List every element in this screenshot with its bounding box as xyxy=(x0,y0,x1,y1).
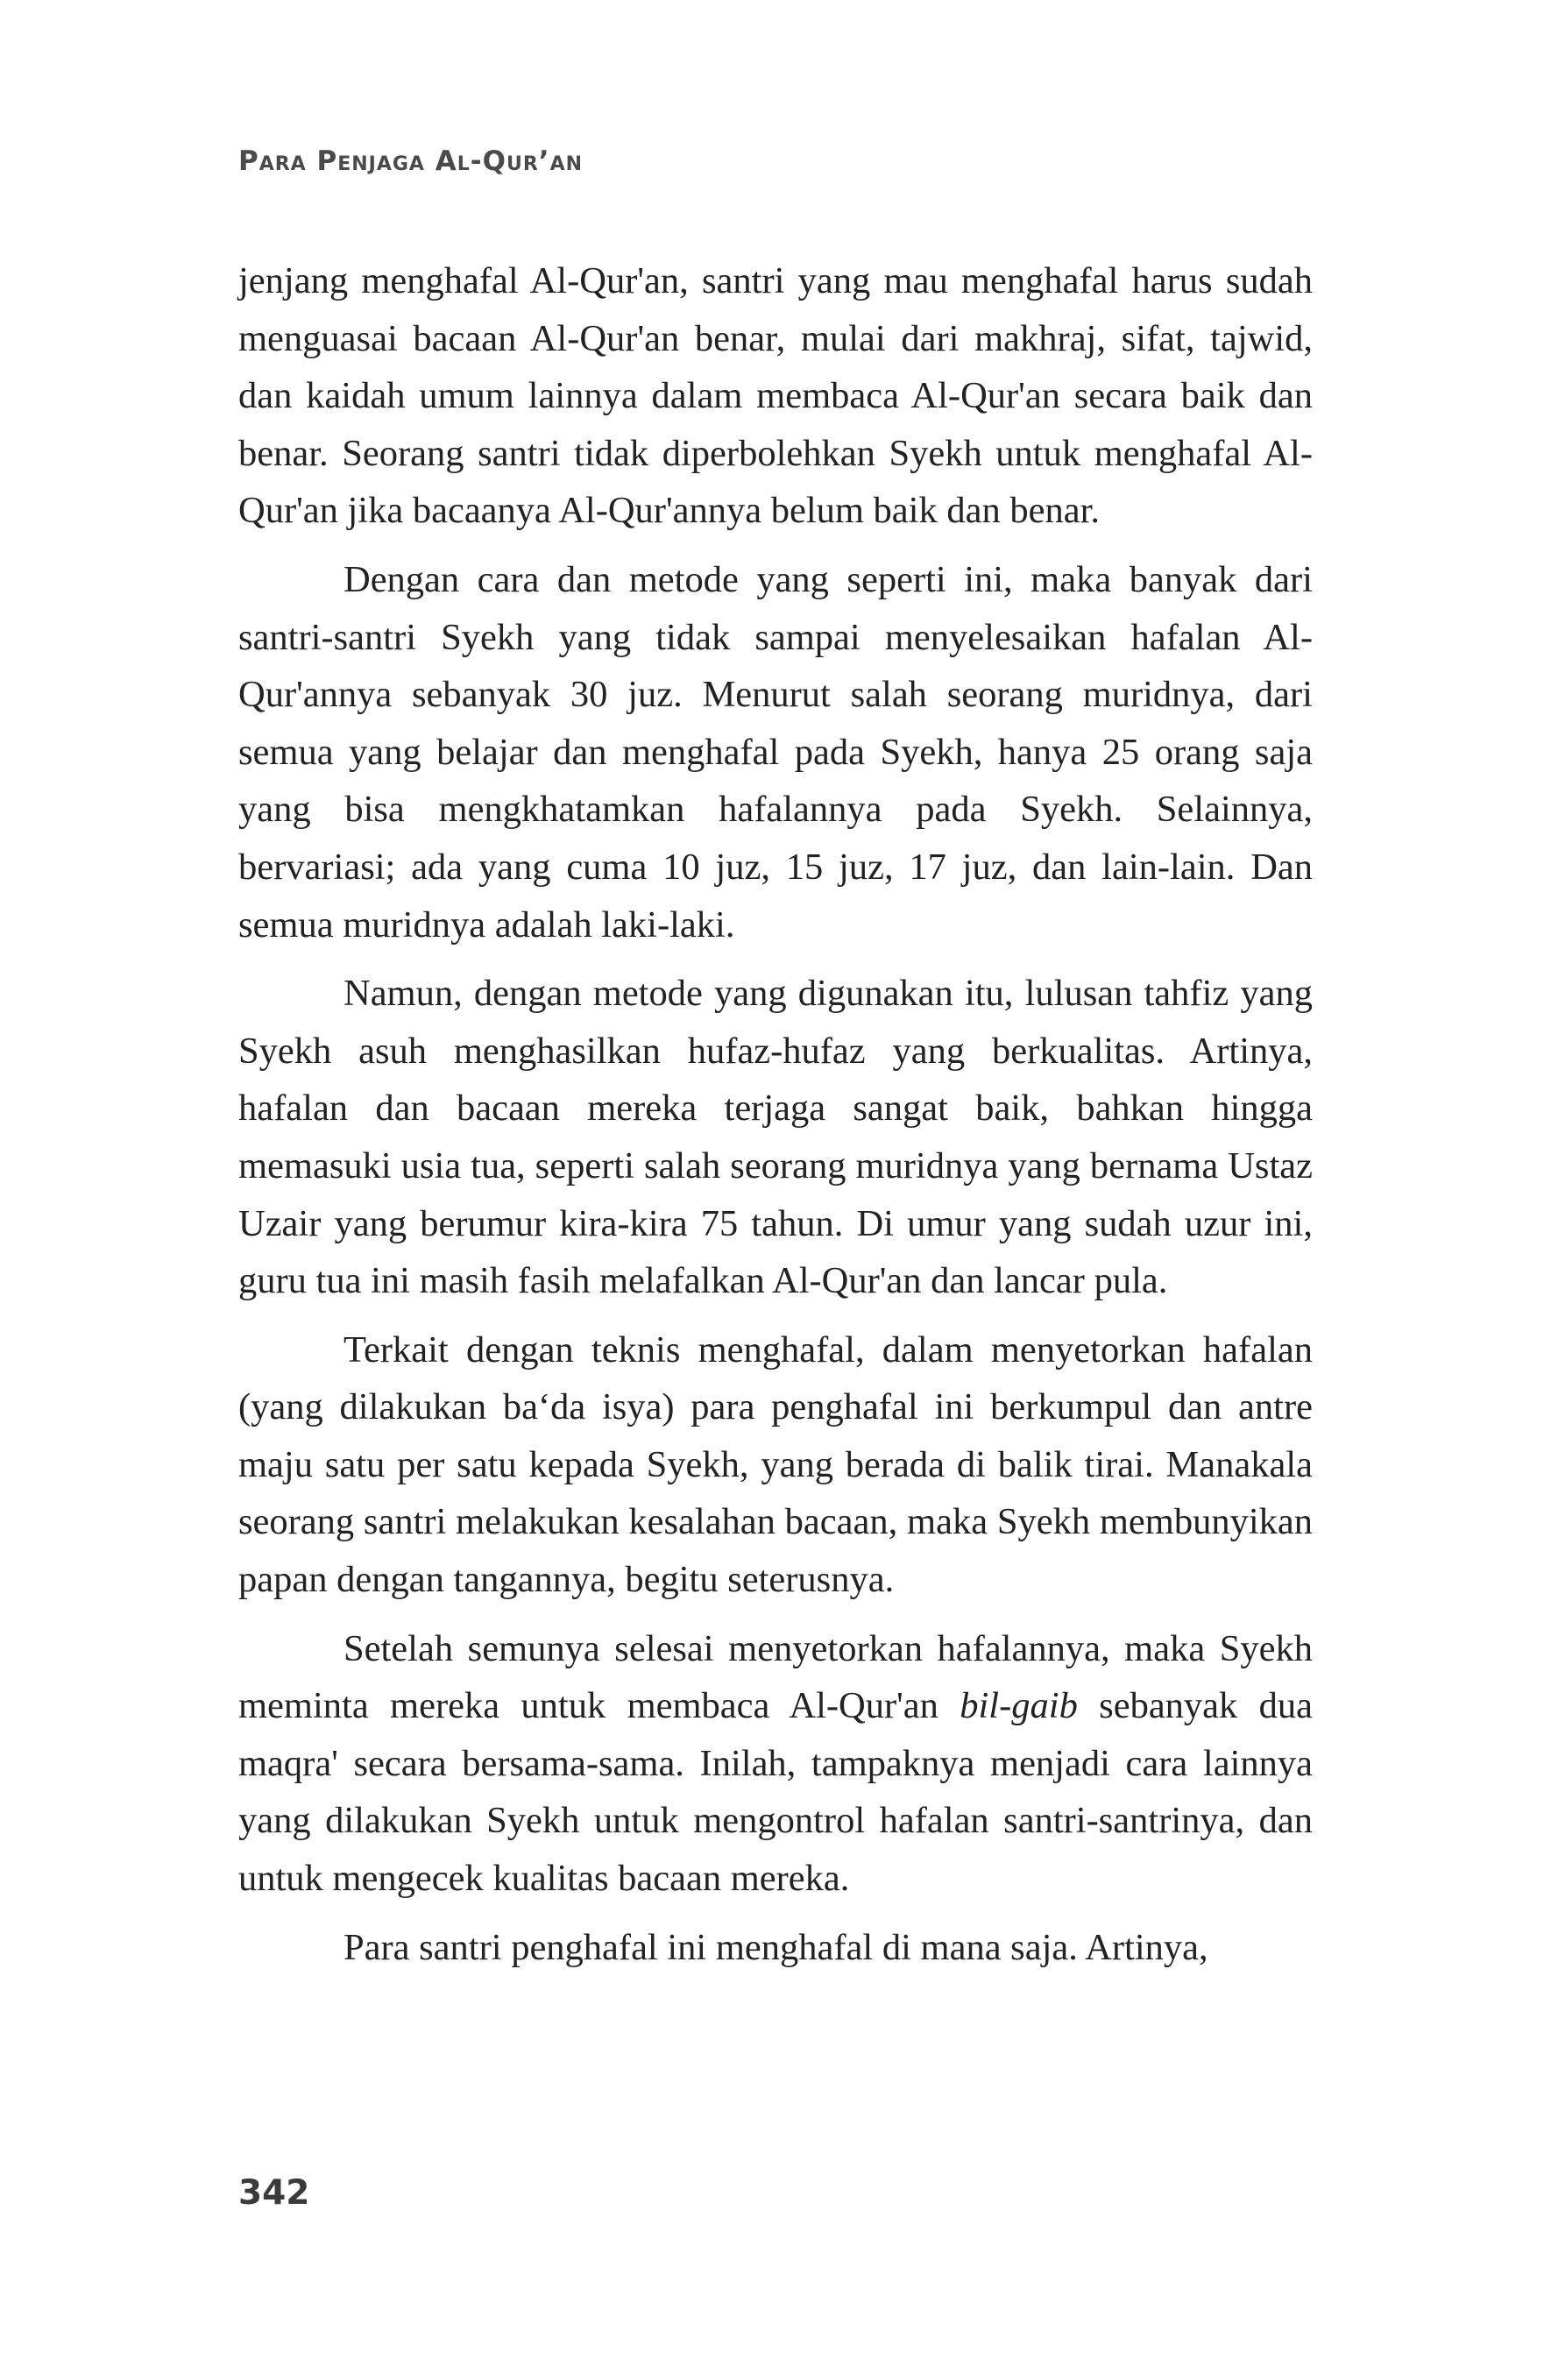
paragraph: Terkait dengan teknis menghafal, dalam menyetorkan hafalan (yang dilakukan ba‘da isya) para penghafal ini berkumpul dan antre maju satu per satu kepada Syekh, yang berada di balik tirai. Manakala seorang santri melakukan kesalahan bacaan, maka Syekh membunyikan papan dengan tangannya, begitu seterusnya. xyxy=(238,1328,1313,1601)
paragraph xyxy=(238,1620,1313,1908)
paragraph-continued: jenjang menghafal Al-Qur'an, santri yang mau menghafal harus sudah menguasai bacaan Al-Qur'an benar, mulai dari makhraj, sifat, tajwid, dan kaidah umum lainnya dalam membaca Al-Qur'an secara baik dan benar. Seorang santri tidak diperbolehkan Syekh untuk menghafal Al-Qur'an jika bacaanya Al-Qur'annya belum baik dan benar. xyxy=(238,260,1313,532)
paragraph-partial: Para santri penghafal ini menghafal di mana saja. Artinya, xyxy=(343,1926,1208,1968)
page-number: 342 xyxy=(238,2173,310,2213)
paragraph-text: sebanyak dua maqra' secara bersama-sama. Inilah, tampaknya menjadi cara lainnya yang dilakukan Syekh untuk mengontrol hafalan santri-santrinya, dan untuk mengecek kualitas bacaan mereka. xyxy=(238,1685,1313,1900)
italic-term: bil-gaib xyxy=(960,1685,1078,1727)
body-text xyxy=(238,252,1313,1987)
paragraph-text: Setelah semunya selesai menyetorkan hafalannya, maka Syekh meminta mereka untuk membaca Al-Qur'an xyxy=(238,1627,1313,1727)
paragraph: Namun, dengan metode yang digunakan itu, lulusan tahfiz yang Syekh asuh menghasilkan hufaz-hufaz yang berkualitas. Artinya, hafalan dan bacaan mereka terjaga sangat baik, bahkan hingga memasuki usia tua, seperti salah seorang muridnya yang bernama Ustaz Uzair yang berumur kira-kira 75 tahun. Di umur yang sudah uzur ini, guru tua ini masih fasih melafalkan Al-Qur'an dan lancar pula. xyxy=(238,973,1313,1302)
paragraph: Dengan cara dan metode yang seperti ini, maka banyak dari santri-santri Syekh yang tidak sampai menyelesaikan hafalan Al-Qur'annya sebanyak 30 juz. Menurut salah seorang muridnya, dari semua yang belajar dan menghafal pada Syekh, hanya 25 orang saja yang bisa mengkhatamkan hafalannya pada Syekh. Selainnya, bervariasi; ada yang cuma 10 juz, 15 juz, 17 juz, dan lain-lain. Dan semua muridnya adalah laki-laki. xyxy=(238,558,1313,946)
running-header: Para Penjaga Al-Qur’an xyxy=(238,145,584,177)
